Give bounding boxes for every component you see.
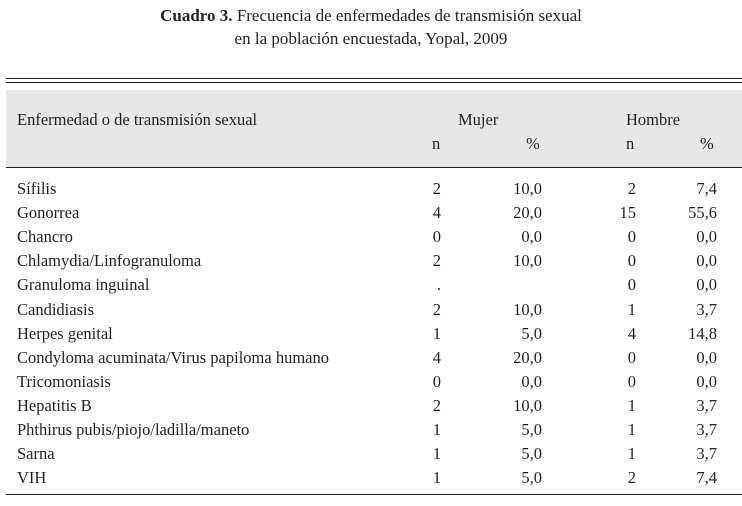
row-disease-name: Candidiasis xyxy=(17,299,94,319)
row-disease-name: Phthirus pubis/piojo/ladilla/maneto xyxy=(17,420,250,439)
row-mujer-n: 4 xyxy=(432,203,441,223)
row-mujer-percent: 5,0 xyxy=(521,420,542,439)
row-mujer-n: 4 xyxy=(432,347,441,367)
row-mujer-percent: 10,0 xyxy=(513,299,542,319)
table-top-rule-secondary xyxy=(6,82,742,83)
row-mujer-percent: 0,0 xyxy=(521,227,542,247)
row-hombre-n: 2 xyxy=(627,179,636,198)
table-row xyxy=(0,251,742,275)
row-mujer-percent: 0,0 xyxy=(521,371,542,391)
row-hombre-n: 1 xyxy=(627,444,636,464)
row-mujer-n: 1 xyxy=(432,420,441,439)
row-mujer-percent: 5,0 xyxy=(521,323,542,343)
table-row xyxy=(0,420,742,444)
row-hombre-percent: 3,7 xyxy=(696,299,717,319)
row-hombre-n: 0 xyxy=(627,371,636,391)
table-header-rule xyxy=(6,167,742,168)
row-mujer-n: 0 xyxy=(432,227,441,247)
row-hombre-n: 2 xyxy=(627,468,636,488)
row-hombre-n: 0 xyxy=(627,347,636,367)
row-disease-name: VIH xyxy=(17,468,47,488)
row-hombre-n: 4 xyxy=(627,323,636,343)
row-hombre-percent: 0,0 xyxy=(696,347,717,367)
row-mujer-percent: 10,0 xyxy=(513,395,542,415)
row-mujer-n: 2 xyxy=(432,179,441,198)
row-hombre-percent: 7,4 xyxy=(696,179,717,198)
table-caption-line-2: en la población encuestada, Yopal, 2009 xyxy=(234,29,508,48)
row-disease-name: Condyloma acuminata/Virus papiloma humano xyxy=(17,347,329,367)
row-mujer-percent: 20,0 xyxy=(513,203,542,223)
row-hombre-n: 0 xyxy=(627,251,636,271)
row-mujer-n: 2 xyxy=(432,251,441,271)
row-hombre-n: 0 xyxy=(627,227,636,247)
row-mujer-percent: 5,0 xyxy=(521,468,542,488)
row-hombre-percent: 3,7 xyxy=(696,395,717,415)
row-hombre-n: 1 xyxy=(627,420,636,439)
table-caption-title: Frecuencia de enfermedades de transmisión sexual xyxy=(232,6,582,25)
row-disease-name: Chancro xyxy=(17,227,73,247)
row-mujer-percent: 20,0 xyxy=(513,347,542,367)
table-caption-line-1 xyxy=(0,5,742,26)
header-disease: Enfermedad o de transmisión sexual xyxy=(17,110,258,129)
table-caption-label: Cuadro 3. xyxy=(160,6,233,25)
table-row xyxy=(0,372,742,396)
row-hombre-percent: 0,0 xyxy=(696,275,717,295)
row-mujer-percent: 10,0 xyxy=(513,251,542,271)
row-mujer-n: 2 xyxy=(432,299,441,319)
table-row xyxy=(0,275,742,299)
header-mujer-n: n xyxy=(432,134,441,153)
table-bottom-rule xyxy=(6,494,742,495)
row-disease-name: Tricomoniasis xyxy=(17,371,111,391)
row-disease-name: Gonorrea xyxy=(17,203,80,223)
row-mujer-n: 1 xyxy=(432,323,441,343)
table-row xyxy=(0,396,742,420)
table-row xyxy=(0,468,742,492)
row-mujer-percent: 5,0 xyxy=(521,444,542,464)
header-hombre-percent: % xyxy=(700,134,714,153)
row-hombre-n: 0 xyxy=(627,275,636,295)
header-hombre-n: n xyxy=(626,134,635,153)
row-hombre-percent: 14,8 xyxy=(688,323,717,343)
header-mujer: Mujer xyxy=(458,110,499,129)
table-row xyxy=(0,444,742,468)
row-hombre-percent: 3,7 xyxy=(696,444,717,464)
table-row xyxy=(0,348,742,372)
table-top-rule xyxy=(6,78,742,79)
table-row xyxy=(0,300,742,324)
row-hombre-n: 1 xyxy=(627,299,636,319)
row-disease-name: Herpes genital xyxy=(17,323,113,343)
row-disease-name: Chlamydia/Linfogranuloma xyxy=(17,251,202,271)
header-hombre: Hombre xyxy=(626,110,681,129)
row-hombre-percent: 55,6 xyxy=(688,203,717,223)
row-disease-name: Sarna xyxy=(17,444,55,464)
table-row xyxy=(0,227,742,251)
row-hombre-percent: 7,4 xyxy=(696,468,717,488)
header-mujer-percent: % xyxy=(526,134,540,153)
table-row xyxy=(0,324,742,348)
table-row xyxy=(0,179,742,203)
row-mujer-n: . xyxy=(436,275,441,295)
row-hombre-percent: 0,0 xyxy=(696,371,717,391)
row-disease-name: Granuloma inguinal xyxy=(17,275,150,295)
row-disease-name: Hepatitis B xyxy=(17,395,92,415)
row-hombre-n: 1 xyxy=(627,395,636,415)
row-hombre-percent: 0,0 xyxy=(696,227,717,247)
row-mujer-n: 2 xyxy=(432,395,441,415)
row-disease-name: Sífilis xyxy=(17,179,57,198)
row-mujer-percent: 10,0 xyxy=(513,179,542,198)
row-hombre-percent: 3,7 xyxy=(696,420,717,439)
table-row xyxy=(0,203,742,227)
row-hombre-percent: 0,0 xyxy=(696,251,717,271)
row-hombre-n: 15 xyxy=(619,203,636,223)
row-mujer-n: 1 xyxy=(432,444,441,464)
row-mujer-n: 1 xyxy=(432,468,441,488)
row-mujer-n: 0 xyxy=(432,371,441,391)
